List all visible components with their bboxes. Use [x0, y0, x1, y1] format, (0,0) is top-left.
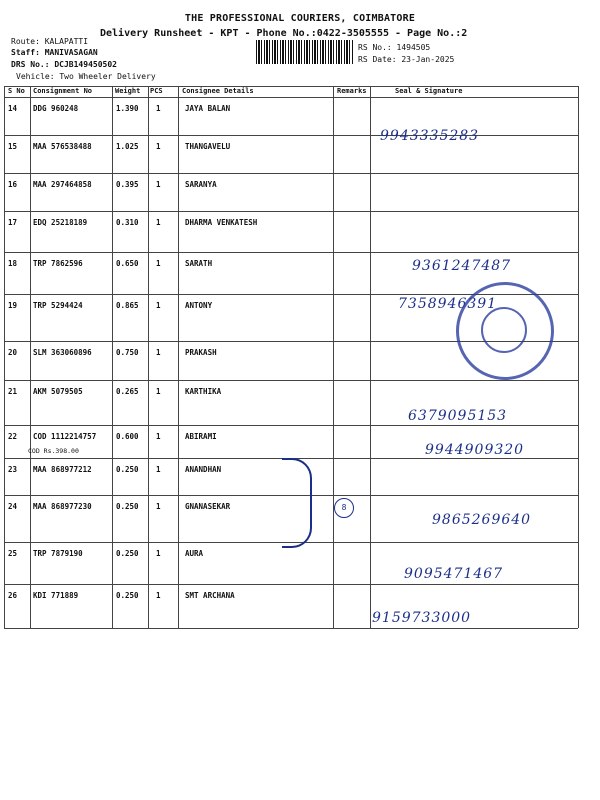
row-weight: 0.865	[116, 301, 139, 310]
row-consignee: THANGAVELU	[185, 142, 231, 151]
row-sno: 15	[8, 142, 18, 151]
remarks-circle-mark: 8	[334, 498, 354, 518]
row-divider	[4, 135, 578, 136]
row-divider	[4, 425, 578, 426]
row-consignee: ANTONY	[185, 301, 213, 310]
row-sno: 19	[8, 301, 18, 310]
row-divider	[4, 380, 578, 381]
row-divider	[4, 211, 578, 212]
row-consignment: COD 1112214757	[33, 432, 97, 441]
header-consignment: Consignment No	[33, 87, 93, 95]
row-consignment: MAA 868977230	[33, 502, 92, 511]
row-weight: 0.250	[116, 591, 139, 600]
row-pcs: 1	[156, 180, 161, 189]
handwritten-phone: 9865269640	[432, 512, 532, 528]
header-bottom-border	[4, 97, 578, 98]
row-divider	[4, 173, 578, 174]
row-weight: 1.390	[116, 104, 139, 113]
row-sno: 22	[8, 432, 18, 441]
row-sno: 18	[8, 259, 18, 268]
row-consignment: EDQ 25218189	[33, 218, 88, 227]
row-weight: 0.600	[116, 432, 139, 441]
company-title: THE PROFESSIONAL COURIERS, COIMBATORE	[184, 13, 416, 24]
row-consignee: ANANDHAN	[185, 465, 222, 474]
header-signature: Seal & Signature	[395, 87, 463, 95]
handwritten-phone: 9944909320	[425, 442, 525, 458]
drs-label: DRS No.: DCJB149450502	[11, 60, 117, 69]
row-consignee: KARTHIKA	[185, 387, 222, 396]
row-consignment: TRP 5294424	[33, 301, 83, 310]
vehicle-label: Vehicle: Two Wheeler Delivery	[16, 72, 156, 81]
row-consignment: DDG 960248	[33, 104, 79, 113]
column-divider	[30, 86, 31, 628]
ink-bracket-mark	[282, 458, 312, 548]
row-pcs: 1	[156, 218, 161, 227]
row-weight: 0.250	[116, 549, 139, 558]
row-sno: 24	[8, 502, 18, 511]
stamp-inner-ring	[481, 307, 527, 353]
row-consignment: MAA 868977212	[33, 465, 92, 474]
row-pcs: 1	[156, 301, 161, 310]
row-consignee: ABIRAMI	[185, 432, 217, 441]
row-consignment: TRP 7862596	[33, 259, 83, 268]
office-seal-stamp	[456, 282, 554, 380]
handwritten-phone: 9361247487	[412, 258, 512, 274]
column-divider	[148, 86, 149, 628]
row-divider	[4, 584, 578, 585]
row-pcs: 1	[156, 432, 161, 441]
row-consignee: AURA	[185, 549, 204, 558]
row-consignee: PRAKASH	[185, 348, 217, 357]
row-consignee: SMT ARCHANA	[185, 591, 235, 600]
row-pcs: 1	[156, 142, 161, 151]
row-weight: 0.310	[116, 218, 139, 227]
column-divider	[178, 86, 179, 628]
table-top-border	[4, 86, 578, 87]
row-divider	[4, 252, 578, 253]
handwritten-phone: 9943335283	[380, 128, 480, 144]
handwritten-phone: 9159733000	[372, 610, 472, 626]
column-divider	[4, 86, 5, 628]
row-weight: 1.025	[116, 142, 139, 151]
staff-label: Staff: MANIVASAGAN	[11, 48, 98, 57]
row-pcs: 1	[156, 465, 161, 474]
row-consignment: AKM 5079505	[33, 387, 83, 396]
row-pcs: 1	[156, 348, 161, 357]
row-pcs: 1	[156, 549, 161, 558]
row-pcs: 1	[156, 591, 161, 600]
row-weight: 0.250	[116, 502, 139, 511]
row-divider	[4, 628, 578, 629]
row-cod-note: COD Rs.398.00	[28, 447, 79, 455]
rs-date: RS Date: 23-Jan-2025	[358, 55, 455, 64]
row-pcs: 1	[156, 502, 161, 511]
route-label: Route: KALAPATTI	[11, 37, 89, 46]
row-consignment: TRP 7879190	[33, 549, 83, 558]
row-pcs: 1	[156, 387, 161, 396]
row-sno: 25	[8, 549, 18, 558]
row-weight: 0.650	[116, 259, 139, 268]
row-sno: 20	[8, 348, 18, 357]
header-weight: Weight	[115, 87, 141, 95]
handwritten-phone: 9095471467	[404, 566, 504, 582]
column-divider	[578, 86, 579, 628]
row-pcs: 1	[156, 259, 161, 268]
header-pcs: PCS	[150, 87, 163, 95]
row-sno: 14	[8, 104, 18, 113]
row-weight: 0.395	[116, 180, 139, 189]
row-sno: 16	[8, 180, 18, 189]
column-divider	[112, 86, 113, 628]
row-consignment: MAA 576538488	[33, 142, 92, 151]
header-remarks: Remarks	[337, 87, 367, 95]
column-divider	[370, 86, 371, 628]
handwritten-phone: 6379095153	[408, 408, 508, 424]
row-sno: 17	[8, 218, 18, 227]
header-consignee: Consignee Details	[182, 87, 254, 95]
row-weight: 0.250	[116, 465, 139, 474]
row-pcs: 1	[156, 104, 161, 113]
header-sno: S No	[8, 87, 25, 95]
row-consignee: DHARMA VENKATESH	[185, 218, 258, 227]
rs-number: RS No.: 1494505	[358, 43, 431, 52]
row-consignment: SLM 363060896	[33, 348, 92, 357]
column-divider	[333, 86, 334, 628]
row-sno: 23	[8, 465, 18, 474]
barcode-graphic	[256, 40, 354, 64]
row-consignment: MAA 297464858	[33, 180, 92, 189]
row-weight: 0.265	[116, 387, 139, 396]
row-consignee: GNANASEKAR	[185, 502, 231, 511]
row-sno: 26	[8, 591, 18, 600]
row-consignment: KDI 771889	[33, 591, 79, 600]
row-consignee: JAYA BALAN	[185, 104, 231, 113]
row-consignee: SARATH	[185, 259, 213, 268]
row-weight: 0.750	[116, 348, 139, 357]
handwritten-phone: 7358946391	[398, 296, 498, 312]
runsheet-subtitle: Delivery Runsheet - KPT - Phone No.:0422-3505555 - Page No.:2	[100, 28, 468, 39]
row-sno: 21	[8, 387, 18, 396]
row-consignee: SARANYA	[185, 180, 217, 189]
